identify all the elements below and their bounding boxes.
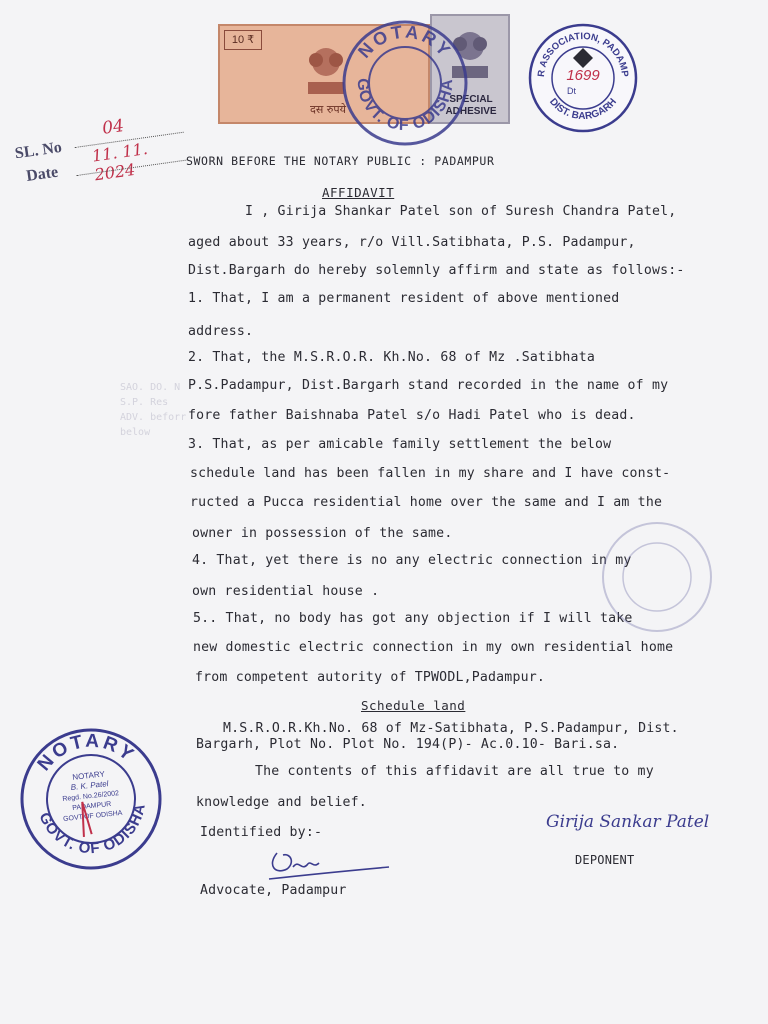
notary2-top-text: NOTARY xyxy=(33,730,140,776)
closing-line-1: The contents of this affidavit are all true to my xyxy=(255,764,654,779)
notary-bottom-text: GOVT. OF ODISHA xyxy=(353,77,457,135)
schedule-title: Schedule land xyxy=(361,698,466,713)
notary-stamp-bottom xyxy=(11,719,171,879)
body-line-3: Dist.Bargarh do hereby solemnly affirm and state as follows:- xyxy=(188,263,685,278)
notary-center-4: PADAMPUR xyxy=(71,800,112,812)
affidavit-title: AFFIDAVIT xyxy=(322,185,395,200)
svg-text:GOVT. OF ODISHA xyxy=(354,78,456,134)
bar-number: 1699 xyxy=(566,67,600,84)
date-label: Date xyxy=(25,163,60,185)
bar-top-text: R ASSOCIATION, PADAMP xyxy=(535,30,631,78)
body-line-4: 1. That, I am a permanent resident of above mentioned xyxy=(188,291,620,306)
serial-block xyxy=(8,94,192,193)
body-line-14: own residential house . xyxy=(192,584,380,599)
body-line-17: from competent autority of TPWODL,Padampur. xyxy=(195,670,546,685)
body-line-2: aged about 33 years, r/o Vill.Satibhata, P.S. Padampur, xyxy=(188,235,636,250)
notary2-bottom-text: GOVT. OF ODISHA xyxy=(35,801,149,858)
body-line-11: ructed a Pucca residential home over the same and I am the xyxy=(190,495,663,510)
notary-top-text: NOTARY xyxy=(354,21,457,62)
body-line-5: address. xyxy=(188,324,254,339)
svg-text:NOTARY xyxy=(354,22,456,62)
body-line-9: 3. That, as per amicable family settlement the below xyxy=(188,437,612,452)
body-line-13: 4. That, yet there is no any electric connection in my xyxy=(192,553,632,568)
closing-line-2: knowledge and belief. xyxy=(196,795,367,810)
sworn-header: SWORN BEFORE THE NOTARY PUBLIC : PADAMPUR xyxy=(186,154,495,168)
body-line-1: I , Girija Shankar Patel son of Suresh Chandra Patel, xyxy=(245,204,677,219)
deponent-label: DEPONENT xyxy=(575,853,635,867)
bleed-through: SAO. DO. N S.P. Res ADV. beforr below xyxy=(120,382,187,438)
body-line-8: fore father Baishnaba Patel s/o Hadi Patel who is dead. xyxy=(188,408,636,423)
identified-by: Identified by:- xyxy=(200,825,323,840)
advocate-signature xyxy=(265,845,395,885)
body-line-12: owner in possession of the same. xyxy=(192,526,453,541)
schedule-line-1: M.S.R.O.R.Kh.No. 68 of Mz-Satibhata, P.S.Padampur, Dist. xyxy=(223,721,679,736)
faint-seal xyxy=(600,520,715,635)
body-line-10: schedule land has been fallen in my share and I have const- xyxy=(190,466,671,481)
stamp-value: 10 ₹ xyxy=(224,30,262,50)
notary-center-5: GOVT.OF ODISHA xyxy=(62,809,123,823)
notary-center-1: NOTARY xyxy=(71,769,106,782)
stamp-text: दस रुपये xyxy=(310,103,346,116)
deponent-signature: Girija Sankar Patel xyxy=(546,812,710,832)
body-line-15: 5.. That, no body has got any objection if I will take xyxy=(193,611,633,626)
special-adhesive-label: SPECIAL ADHESIVE xyxy=(445,94,497,117)
bar-dt-label: Dt xyxy=(567,86,576,96)
body-line-7: P.S.Padampur, Dist.Bargarh stand recorded in the name of my xyxy=(188,378,669,393)
notary-center-2: B. K. Patel xyxy=(70,779,109,793)
notary-center-3: Regd. No.26/2002 xyxy=(62,790,120,803)
serial-label: SL. No xyxy=(13,138,63,163)
notary-stamp-top xyxy=(340,18,470,148)
schedule-line-2: Bargarh, Plot No. Plot No. 194(P)- Ac.0.10- Bari.sa. xyxy=(196,737,620,752)
serial-number: 04 xyxy=(101,116,126,139)
body-line-6: 2. That, the M.S.R.O.R. Kh.No. 68 of Mz .Satibhata xyxy=(188,350,595,365)
advocate-label: Advocate, Padampur xyxy=(200,883,347,898)
body-line-16: new domestic electric connection in my own residential home xyxy=(193,640,674,655)
bar-association-stamp xyxy=(527,22,639,134)
date-value: 11. 11. 2024 xyxy=(90,138,149,185)
bar-bottom-text: DIST. BARGARH xyxy=(547,96,619,123)
